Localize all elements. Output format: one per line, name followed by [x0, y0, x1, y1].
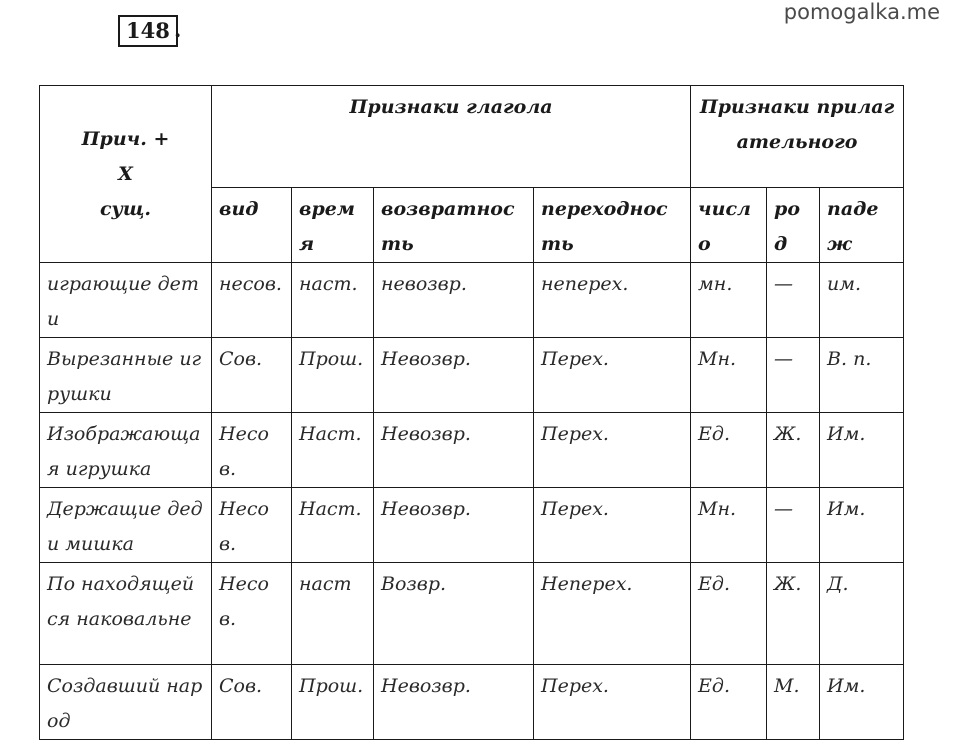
cell-tense: Прош. — [292, 338, 374, 413]
cell-tense: наст. — [292, 263, 374, 338]
cell-gender: М. — [767, 665, 820, 740]
cell-aspect: несов. — [212, 263, 292, 338]
subheader-transitivity: переходность — [534, 188, 691, 263]
exercise-number-dot: . — [174, 17, 182, 42]
cell-gender: — — [767, 338, 820, 413]
cell-transitivity: Неперех. — [534, 563, 691, 665]
subheader-case: падеж — [820, 188, 904, 263]
row-phrase: Создавший народ — [40, 665, 212, 740]
row-phrase: Держащие дед и мишка — [40, 488, 212, 563]
row-phrase: Изображающая игрушка — [40, 413, 212, 488]
cell-number: Мн. — [691, 338, 767, 413]
adjective-features-header: Признаки прилагательного — [691, 86, 904, 188]
verb-features-header: Признаки глагола — [212, 86, 691, 188]
cell-gender: Ж. — [767, 563, 820, 665]
cell-case: Д. — [820, 563, 904, 665]
table-row — [40, 263, 904, 338]
cell-transitivity: Перех. — [534, 665, 691, 740]
cell-number: мн. — [691, 263, 767, 338]
cell-aspect: Сов. — [212, 665, 292, 740]
cell-aspect: Несов. — [212, 413, 292, 488]
cell-reflexivity: Невозвр. — [374, 488, 534, 563]
table-row — [40, 413, 904, 488]
cell-transitivity: Перех. — [534, 338, 691, 413]
subheader-aspect: вид — [212, 188, 292, 263]
cell-gender: — — [767, 263, 820, 338]
cell-transitivity: Перех. — [534, 488, 691, 563]
cell-transitivity: неперех. — [534, 263, 691, 338]
cell-case: Им. — [820, 665, 904, 740]
subheader-number: число — [691, 188, 767, 263]
cell-case: Им. — [820, 488, 904, 563]
row-phrase: Вырезанные игрушки — [40, 338, 212, 413]
cell-number: Ед. — [691, 563, 767, 665]
row-phrase: играющие дети — [40, 263, 212, 338]
corner-line-2: Х — [118, 162, 133, 185]
table-row — [40, 338, 904, 413]
row-phrase: По находящейся наковальне — [40, 563, 212, 665]
site-watermark-name: pomogalka.me — [783, 0, 940, 24]
subheader-gender: род — [767, 188, 820, 263]
table-row — [40, 488, 904, 563]
cell-tense: Наст. — [292, 488, 374, 563]
cell-gender: Ж. — [767, 413, 820, 488]
cell-tense: наст — [292, 563, 374, 665]
cell-aspect: Сов. — [212, 338, 292, 413]
cell-reflexivity: Невозвр. — [374, 338, 534, 413]
cell-gender: — — [767, 488, 820, 563]
corner-line-3: сущ. — [99, 197, 152, 220]
exercise-number: 148 — [118, 15, 178, 47]
cell-number: Ед. — [691, 665, 767, 740]
corner-line-1: Прич. + — [81, 127, 170, 150]
corner-header — [40, 86, 212, 263]
cell-aspect: Несов. — [212, 488, 292, 563]
subheader-reflexivity: возвратность — [374, 188, 534, 263]
morphology-table — [39, 85, 904, 740]
table-row — [40, 563, 904, 665]
cell-number: Ед. — [691, 413, 767, 488]
cell-case: В. п. — [820, 338, 904, 413]
cell-reflexivity: Невозвр. — [374, 413, 534, 488]
cell-case: Им. — [820, 413, 904, 488]
cell-tense: Наст. — [292, 413, 374, 488]
table-row — [40, 665, 904, 740]
cell-aspect: Несов. — [212, 563, 292, 665]
subheader-tense: время — [292, 188, 374, 263]
cell-case: им. — [820, 263, 904, 338]
cell-number: Мн. — [691, 488, 767, 563]
cell-reflexivity: невозвр. — [374, 263, 534, 338]
cell-reflexivity: Возвр. — [374, 563, 534, 665]
cell-tense: Прош. — [292, 665, 374, 740]
cell-transitivity: Перех. — [534, 413, 691, 488]
cell-reflexivity: Невозвр. — [374, 665, 534, 740]
